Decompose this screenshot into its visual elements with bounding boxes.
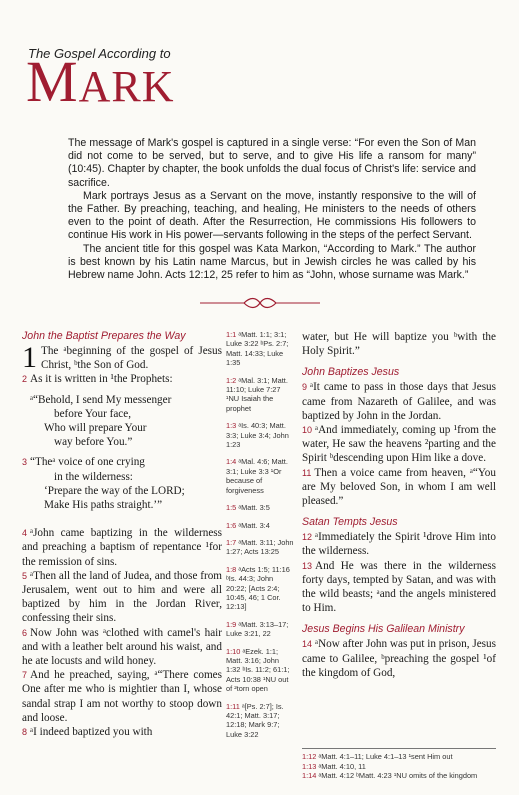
verse-number: 11	[302, 467, 312, 478]
section-heading: John Baptizes Jesus	[302, 366, 400, 379]
reference-number: 1:6	[226, 520, 237, 530]
reference-text: ᵃMatt. 3:11; John 1:27; Acts 13:25	[226, 537, 294, 557]
verse-text: And he preached, saying, ᵃ“There comes One after me who is mightier than I, whose sandal strap I am not worthy to stoop down and loose.	[22, 669, 222, 724]
verse-number: 10	[302, 425, 313, 436]
verse-text: ᵃNow after John was put in prison, Jesus came to Galilee, ᵇpreaching the gospel ¹of the kingdom of God,	[302, 638, 496, 679]
intro-paragraph: The message of Mark's gospel is captured in a single verse: “For even the Son of Man did not come to be served, but to serve, and to give His life a ransom for many” (10:45). Chapter by chapter, the book unfolds the dual focus of Christ's life: service and sacrifice.	[68, 137, 476, 189]
ornament-divider	[200, 296, 320, 310]
verse-number: 2	[22, 374, 28, 385]
verse-text: ᵃI indeed baptized you with	[30, 726, 153, 739]
reference-text: ᵃMal. 4:6; Matt. 3:1; Luke 3:3 ¹Or because of forgiveness	[226, 457, 288, 495]
reference-number: 1:7	[226, 537, 237, 547]
verse-number: 6	[22, 627, 28, 638]
poetry-line: Make His paths straight.’”	[44, 499, 163, 512]
verse-text: As it is written in ¹the Prophets:	[30, 373, 173, 386]
cross-reference	[226, 376, 294, 414]
footnote-text: ᵃMatt. 4:12 ᵇMatt. 4:23 ¹NU omits of the kingdom	[318, 771, 478, 781]
verse-text: The ᵃbeginning of the gospel of Jesus Christ, ᵇthe Son of God.	[41, 345, 222, 372]
poetry-line: ᵃ“Behold, I send My messenger	[30, 393, 172, 406]
cross-reference	[226, 521, 294, 530]
reference-text: ᵃ[Ps. 2:7]; Is. 42:1; Matt. 3:17; 12:18; Mark 9:7; Luke 3:22	[226, 701, 284, 739]
reference-number: 1:3	[226, 421, 237, 431]
poetry-line: before Your face,	[54, 407, 132, 420]
reference-text: ᵃMatt. 3:13–17; Luke 3:21, 22	[226, 619, 289, 639]
footnote	[302, 752, 496, 762]
scripture-column-right	[302, 330, 496, 680]
verse-number: 3	[22, 457, 28, 468]
reference-number: 1:11	[226, 701, 240, 711]
verse-number: 13	[302, 560, 313, 571]
verse-number: 12	[302, 532, 313, 543]
verse-text: ᵃIt came to pass in those days that Jesus came from Nazareth of Galilee, and was baptized by John in the Jordan.	[302, 381, 496, 422]
verse-number: 14	[302, 639, 313, 650]
verse-8	[22, 725, 222, 739]
quotation-poetry	[22, 455, 222, 512]
reference-text: ᵃIs. 40:3; Matt. 3:3; Luke 3:4; John 1:23	[226, 421, 289, 450]
poetry-line: Who will prepare Your	[44, 422, 147, 435]
verse-number: 5	[22, 570, 28, 581]
poetry-line: in the wilderness:	[54, 470, 133, 483]
intro-paragraph: Mark portrays Jesus as a Servant on the move, instantly responsive to the will of the Father. By preaching, teaching, and healing, He ministers to the needs of others even to the point of death. After the Resurrection, He commissions His followers to continue His work in His power—servants following in the steps of the perfect Servant.	[68, 189, 476, 242]
verse-13	[302, 559, 496, 616]
verse-text: Then a voice came from heaven, ᵃ“You are My beloved Son, in whom I am well pleased.”	[302, 466, 496, 508]
footnote-rule	[302, 748, 496, 749]
cross-reference	[226, 647, 294, 694]
book-title-initial: M	[26, 49, 79, 114]
cross-reference	[226, 503, 294, 512]
cross-reference	[226, 330, 294, 368]
verse-number: 7	[22, 670, 28, 681]
verse-2	[22, 372, 222, 386]
verse-text: ᵃImmediately the Spirit ¹drove Him into the wilderness.	[302, 531, 496, 558]
verse-9	[302, 380, 496, 423]
verse-text: Now John was ᵃclothed with camel's hair and with a leather belt around his waist, and he ate locusts and wild honey.	[22, 626, 222, 668]
reference-number: 1:9	[226, 619, 237, 629]
footnote	[302, 762, 496, 772]
scripture-column-left	[22, 330, 222, 739]
reference-number: 1:2	[226, 375, 237, 385]
intro-paragraph: The ancient title for this gospel was Kata Markon, “According to Mark.” The author is best known by his Latin name Marcus, but in Jewish circles he was called by his Hebrew name John. Acts 12:12, 25 refer to him as “John, whose surname was Mark.”	[68, 242, 476, 282]
book-introduction	[68, 137, 476, 282]
section-heading: Jesus Begins His Galilean Ministry	[302, 623, 465, 636]
footnote	[302, 771, 496, 781]
verse-1	[22, 341, 222, 374]
footnote-text: ᵃMatt. 4:1–11; Luke 4:1–13 ¹sent Him out	[318, 752, 453, 761]
verse-6	[22, 626, 222, 669]
reference-text: ᵃMal. 3:1; Matt. 11:10; Luke 7:27 ¹NU Isaiah the prophet	[226, 375, 288, 413]
verse-4	[22, 526, 222, 569]
cross-reference	[226, 421, 294, 449]
verse-7	[22, 668, 222, 725]
reference-number: 1:1	[226, 330, 237, 339]
verse-14	[302, 637, 496, 680]
cross-reference	[226, 457, 294, 495]
footnote-number: 1:14	[302, 771, 317, 781]
section-heading: Satan Tempts Jesus	[302, 516, 398, 529]
reference-text: ᵃMatt. 3:5	[238, 503, 270, 513]
verse-text: ᵃJohn came baptizing in the wilderness and preaching a baptism of repentance ¹for the remission of sins.	[22, 527, 222, 568]
verse-11	[302, 466, 496, 509]
cross-reference	[226, 620, 294, 639]
verse-5	[22, 569, 222, 626]
poetry-line: way before You.”	[54, 436, 133, 449]
chapter-number: 1	[22, 341, 37, 374]
reference-number: 1:4	[226, 457, 237, 467]
verse-number: 4	[22, 528, 28, 539]
footnote-number: 1:12	[302, 752, 317, 761]
reference-text: ᵃMatt. 1:1; 3:1; Luke 3:22 ᵇPs. 2:7; Matt. 14:33; Luke 1:35	[226, 330, 289, 368]
verse-text: ᵃThen all the land of Judea, and those from Jerusalem, went out to him and were all baptized by him in the Jordan River, confessing their sins.	[22, 569, 222, 625]
reference-text: ᵃEzek. 1:1; Matt. 3:16; John 1:32 ᵇIs. 11:2; 61:1; Acts 10:38 ¹NU out of ²torn open	[226, 646, 290, 694]
footnote-text: ᵃMatt. 4:10, 11	[318, 761, 366, 771]
verse-number: 9	[302, 382, 308, 393]
cross-reference-column	[226, 330, 294, 747]
book-kicker: The Gospel According to	[28, 46, 171, 61]
quotation-poetry	[22, 393, 222, 450]
cross-reference	[226, 538, 294, 557]
verse-text: And He was there in the wilderness forty days, tempted by Satan, and was with the wild beasts; ᵃand the angels ministered to Him.	[302, 559, 496, 615]
verse-12	[302, 530, 496, 558]
reference-number: 1:5	[226, 503, 237, 513]
verse-8-continued: water, but He will baptize you ᵇwith the Holy Spirit.”	[302, 331, 496, 358]
reference-text: ᵃMatt. 3:4	[238, 520, 270, 530]
verse-text: ᵃAnd immediately, coming up ¹from the water, He saw the heavens ²parting and the Spirit ᵇdescending upon Him like a dove.	[302, 424, 496, 465]
footnote-number: 1:13	[302, 761, 317, 771]
reference-number: 1:8	[226, 564, 237, 574]
footnotes	[302, 752, 496, 781]
poetry-line: ‘Prepare the way of the LORD;	[44, 484, 185, 497]
section-heading: John the Baptist Prepares the Way	[22, 330, 186, 342]
cross-reference	[226, 702, 294, 740]
book-title-rest: ARK	[78, 62, 175, 111]
verse-10	[302, 423, 496, 466]
poetry-line: “Theᵃ voice of one crying	[30, 456, 145, 469]
cross-reference	[226, 565, 294, 612]
reference-text: ᵃActs 1:5; 11:16 ᵇIs. 44:3; John 20:22; [Acts 2:4; 10:45, 46; 1 Cor. 12:13]	[226, 564, 290, 612]
reference-number: 1:10	[226, 646, 241, 656]
verse-number: 8	[22, 727, 28, 738]
